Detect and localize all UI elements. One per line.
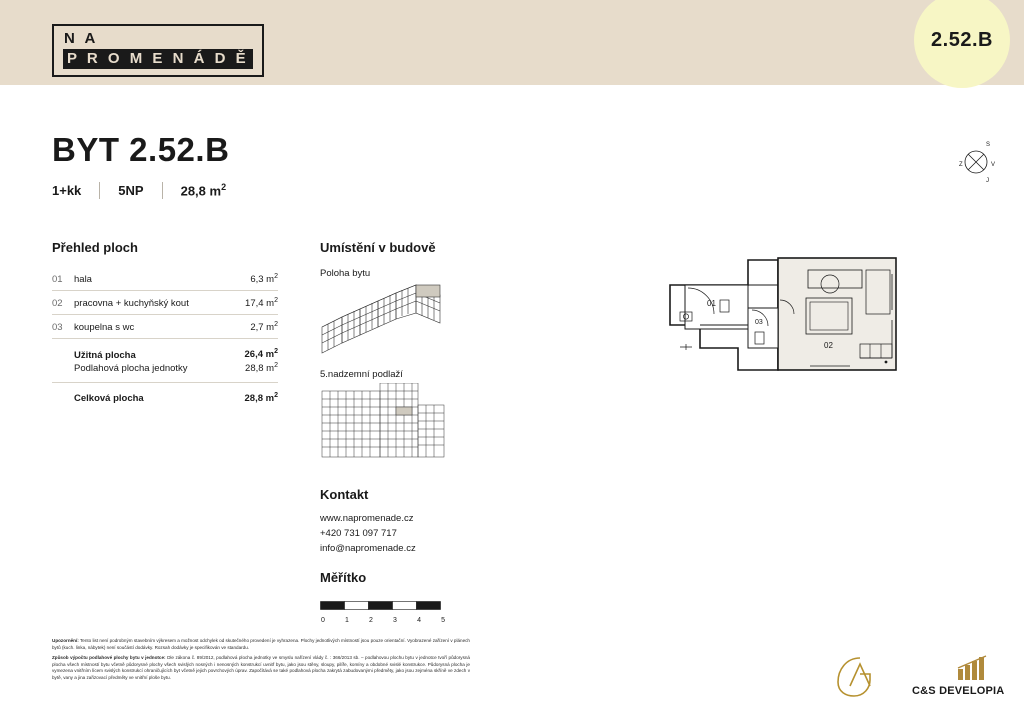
row-value: 17,4 $m^2$ — [232, 291, 278, 315]
usable-area-row — [52, 339, 278, 362]
contact-section — [320, 487, 490, 556]
location-heading: Umístění v budově — [320, 240, 436, 255]
row-name: pracovna + kuchyňský kout — [74, 291, 232, 315]
scale-tick: 1 — [345, 617, 349, 624]
scale-ticks — [320, 617, 445, 624]
total-area-value: 28,8 $m^2$ — [232, 382, 278, 409]
scale-tick: 4 — [417, 617, 421, 624]
footer-disclaimer — [52, 638, 470, 686]
developer-logo — [912, 655, 1016, 697]
contact-phone[interactable]: +420 731 097 717 — [320, 528, 397, 539]
unit-badge — [914, 0, 1010, 88]
floor-area-row — [52, 362, 278, 383]
row-value: 2,7 $m^2$ — [232, 315, 278, 339]
plan-room-01-label: 01 — [707, 299, 716, 308]
position-label: Poloha bytu — [320, 268, 371, 279]
floor-plan — [660, 240, 920, 400]
usable-area-value: 26,4 $m^2$ — [244, 348, 278, 361]
meta-divider-1 — [99, 182, 100, 199]
footer-note-2 — [52, 655, 470, 681]
floor-area-label: Podlahová plocha jednotky — [74, 362, 188, 374]
unit-badge-label: 2.52.B — [931, 28, 993, 51]
table-row — [52, 315, 278, 339]
unit-meta — [52, 182, 292, 199]
usable-area-label: Užitná plocha — [74, 349, 136, 361]
table-row — [52, 291, 278, 315]
row-number: 02 — [52, 291, 74, 315]
svg-text:S: S — [986, 142, 991, 148]
header-band — [0, 0, 1024, 85]
plan-room-03-label: 03 — [755, 319, 763, 326]
building-axonometry-diagram — [320, 283, 448, 361]
developer-name: C&S DEVELOPIA — [912, 685, 1005, 697]
areas-section — [52, 240, 278, 409]
scale-tick: 2 — [369, 617, 373, 624]
footer-note-1-label: Upozornění: — [52, 638, 79, 643]
meta-area-unit: 2 — [221, 182, 227, 193]
footer-note-1-text: Tento list není podrobným stavebním výkresem a možnost odchylek od skutečného provedení je vyhrazena. Plochy jednotlivých místností jsou pouze orientační. Vyobrazené zařízení v plánech bytů (kuch. linka, nábytek) není součástí dodávky. Rozsah dodávky je specifikován ve standardu. — [52, 638, 470, 650]
scale-section — [320, 570, 490, 624]
total-area-row — [52, 382, 278, 409]
meta-area: 28,8 $m^2$ — [180, 182, 227, 199]
scale-tick: 0 — [321, 617, 325, 624]
svg-text:V: V — [991, 162, 996, 168]
logo-line-1: N A — [64, 30, 99, 47]
monogram-logo — [826, 652, 890, 700]
footer-note-2-label: Způsob výpočtu podlahové plochy bytu v jednotce: — [52, 655, 166, 661]
location-section — [320, 240, 480, 461]
developer-mark-icon — [956, 655, 996, 681]
areas-heading: Přehled ploch — [52, 240, 138, 255]
scale-tick: 5 — [441, 617, 445, 624]
footer-note-2-text: Dle zákona č. 89/2012, podlahová plocha jednotky ve smyslu nařízení vlády č. : 366/2013 sb. – podlahovou plochu bytu v jednotce tvoří půdorysná plocha všech místností bytu včetně půdorysné plochy všech svislých nosných i nenosných konstrukcí uvnitř bytu, jako jsou stěny, sloupy, pilíře, komíny a obdobné svislé konstrukce. Půdorysná plocha je vymezena vnitřním lícem svislých konstrukcí ohraničujících byt včetně jejich povrchových úprav. Započítává se také podlahová plocha zakrytá zabudovanými předměty, jako jsou zejména skříně ve zdech v bytě, vany a jina zařizovací předměty ve vnitřní ploše bytu. — [52, 655, 470, 680]
logo — [52, 24, 264, 77]
table-row — [52, 267, 278, 291]
scale-heading: Měřítko — [320, 570, 367, 585]
compass-rose-icon — [952, 136, 1000, 184]
row-number: 03 — [52, 315, 74, 339]
meta-divider-2 — [162, 182, 163, 199]
meta-floor: 5NP — [118, 183, 144, 198]
plan-room-02-label: 02 — [824, 341, 833, 350]
meta-layout: 1+kk — [52, 183, 82, 198]
svg-text:Z: Z — [959, 162, 963, 168]
footer-note-1 — [52, 638, 470, 651]
scale-bar-graphic — [320, 601, 446, 610]
row-number: 01 — [52, 267, 74, 291]
logo-line-2: P R O M E N Á D Ě — [63, 49, 253, 69]
contact-web[interactable]: www.napromenade.cz — [320, 513, 414, 524]
svg-text:J: J — [986, 178, 989, 184]
row-name: hala — [74, 267, 232, 291]
contact-heading: Kontakt — [320, 487, 369, 502]
row-value: 6,3 $m^2$ — [232, 267, 278, 291]
floor-area-value: 28,8 $m^2$ — [245, 361, 278, 374]
contact-lines — [320, 511, 490, 556]
row-name: koupelna s wc — [74, 315, 232, 339]
areas-table — [52, 267, 278, 409]
contact-email[interactable]: info@napromenade.cz — [320, 543, 416, 554]
scale-tick: 3 — [393, 617, 397, 624]
building-elevation-diagram — [320, 383, 448, 461]
page-title: BYT 2.52.B — [52, 131, 230, 168]
total-area-label: Celková plocha — [74, 382, 232, 409]
scale-bar — [320, 597, 490, 624]
floor-label: 5.nadzemní podlaží — [320, 369, 403, 380]
